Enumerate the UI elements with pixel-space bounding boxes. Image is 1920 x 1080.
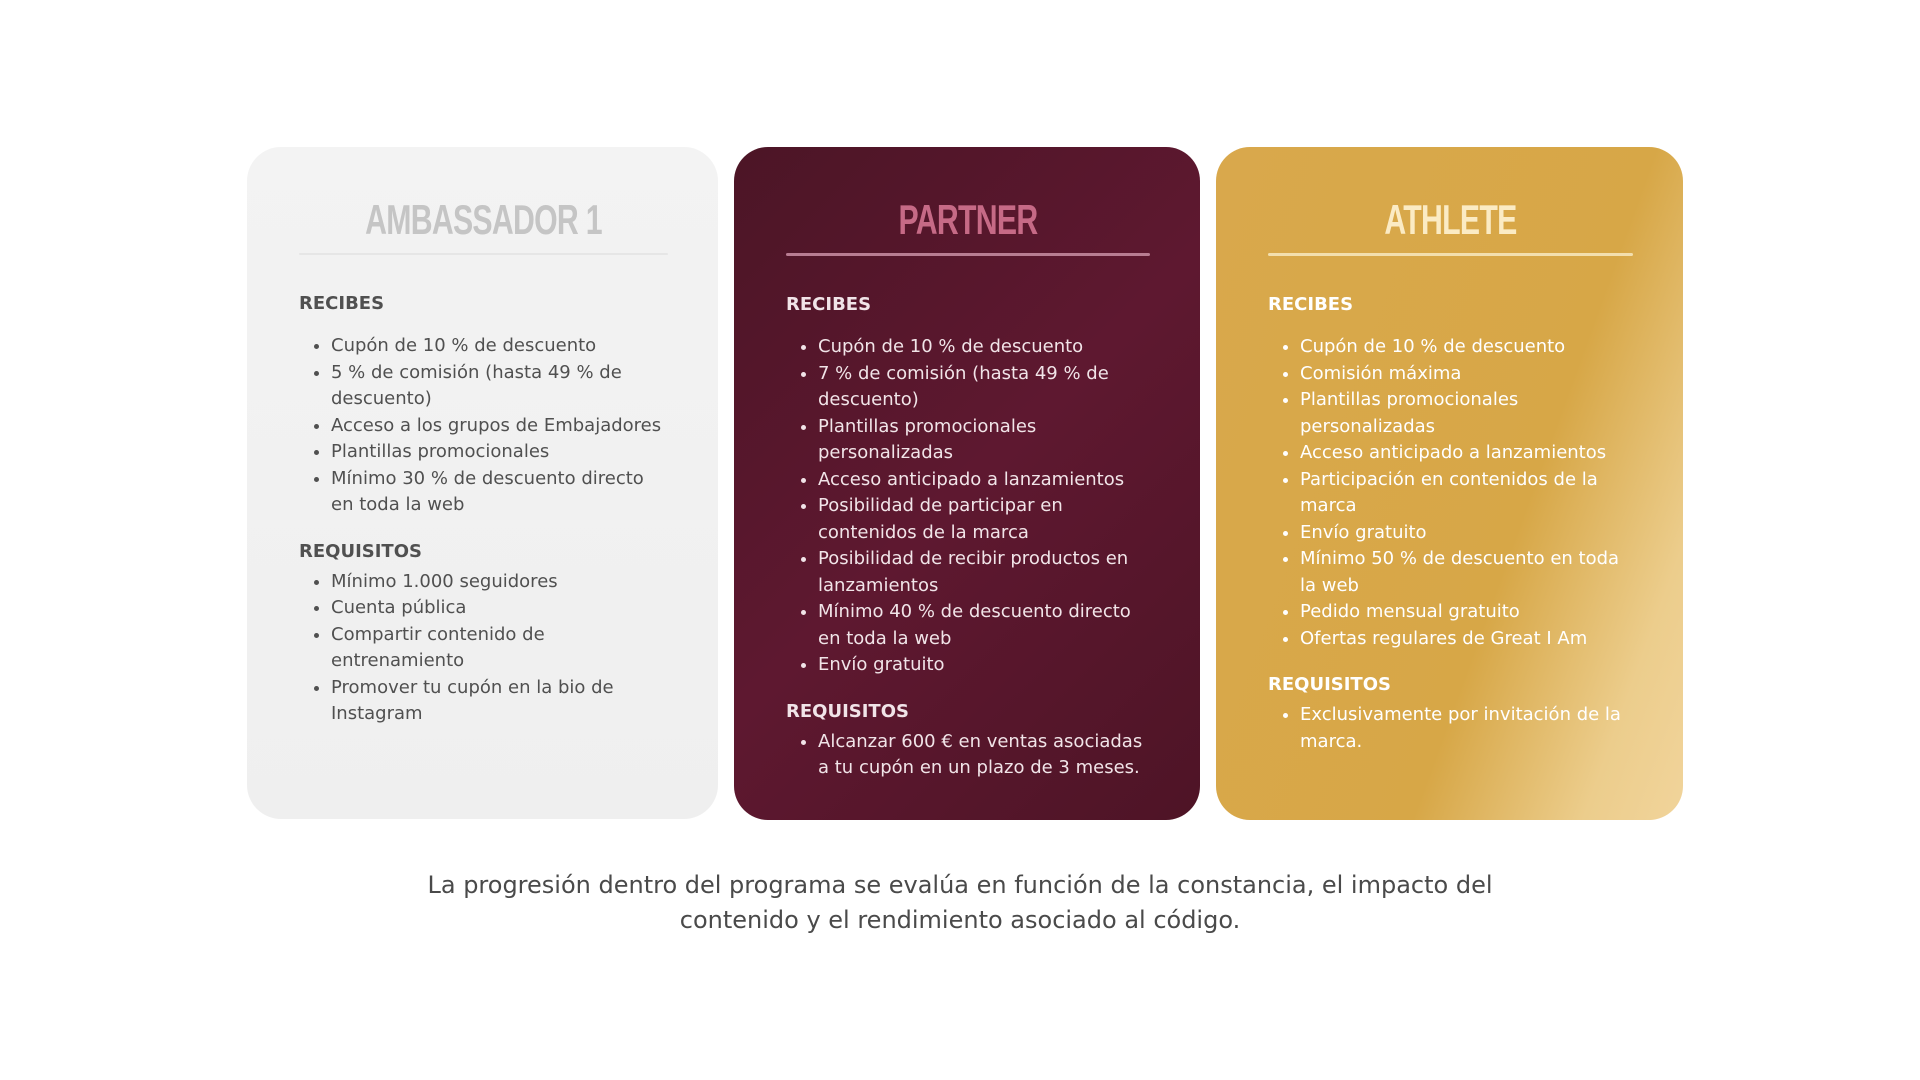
tier-title: PARTNER bbox=[898, 196, 1038, 243]
tier-title: ATHLETE bbox=[1384, 196, 1517, 243]
list-item: • Mínimo 30 % de descuento directo en toda la web bbox=[331, 466, 668, 519]
list-item: • Alcanzar 600 € en ventas asociadas a tu cupón en un plazo de 3 meses. bbox=[818, 729, 1150, 782]
program-progression-note: La progresión dentro del programa se evalúa en función de la constancia, el impacto del contenido y el rendimiento asociado al código. bbox=[427, 871, 1493, 934]
tier-card-ambassador bbox=[247, 147, 718, 819]
tier-card-athlete bbox=[1216, 147, 1683, 820]
list-item: • Acceso anticipado a lanzamientos bbox=[818, 467, 1150, 494]
list-item: • Pedido mensual gratuito bbox=[1300, 599, 1633, 626]
list-item: • Acceso anticipado a lanzamientos bbox=[1300, 440, 1633, 467]
list-item: • Mínimo 1.000 seguidores bbox=[331, 569, 668, 596]
list-item: • Acceso a los grupos de Embajadores bbox=[331, 413, 668, 440]
requirements-list bbox=[299, 569, 668, 728]
receives-label: RECIBES bbox=[299, 293, 385, 314]
list-item: • Mínimo 40 % de descuento directo en toda la web bbox=[818, 599, 1150, 652]
list-item: • Posibilidad de recibir productos en lanzamientos bbox=[818, 546, 1150, 599]
list-item: • Plantillas promocionales bbox=[331, 439, 668, 466]
list-item: • Posibilidad de participar en contenidos de la marca bbox=[818, 493, 1150, 546]
list-item: • Cupón de 10 % de descuento bbox=[1300, 334, 1633, 361]
receives-label: RECIBES bbox=[1268, 294, 1354, 315]
receives-list bbox=[786, 334, 1150, 679]
list-item: • Exclusivamente por invitación de la marca. bbox=[1300, 702, 1633, 755]
list-item: • Compartir contenido de entrenamiento bbox=[331, 622, 668, 675]
requirements-list bbox=[1268, 702, 1633, 755]
tier-title: AMBASSADOR 1 bbox=[365, 196, 602, 243]
list-item: • Cuenta pública bbox=[331, 595, 668, 622]
list-item: • Mínimo 50 % de descuento en toda la web bbox=[1300, 546, 1633, 599]
list-item: • Comisión máxima bbox=[1300, 361, 1633, 388]
requirements-list bbox=[786, 729, 1150, 782]
list-item: • 7 % de comisión (hasta 49 % de descuento) bbox=[818, 361, 1150, 414]
receives-list bbox=[1268, 334, 1633, 652]
list-item: • Envío gratuito bbox=[818, 652, 1150, 679]
list-item: • Plantillas promocionales personalizadas bbox=[818, 414, 1150, 467]
title-divider bbox=[1268, 253, 1633, 256]
receives-list bbox=[299, 333, 668, 519]
requirements-label: REQUISITOS bbox=[786, 700, 909, 722]
list-item: • Cupón de 10 % de descuento bbox=[331, 333, 668, 360]
list-item: • Ofertas regulares de Great I Am bbox=[1300, 626, 1633, 653]
list-item: • Participación en contenidos de la marca bbox=[1300, 467, 1633, 520]
tier-card-partner bbox=[734, 147, 1200, 820]
receives-label: RECIBES bbox=[786, 294, 872, 315]
title-divider bbox=[786, 253, 1150, 256]
title-divider bbox=[299, 253, 668, 255]
requirements-label: REQUISITOS bbox=[1268, 674, 1391, 695]
list-item: • Envío gratuito bbox=[1300, 520, 1633, 547]
requirements-label: REQUISITOS bbox=[299, 540, 422, 562]
list-item: • Promover tu cupón en la bio de Instagram bbox=[331, 675, 668, 728]
list-item: • Plantillas promocionales personalizadas bbox=[1300, 387, 1633, 440]
list-item: • 5 % de comisión (hasta 49 % de descuento) bbox=[331, 360, 668, 413]
list-item: • Cupón de 10 % de descuento bbox=[818, 334, 1150, 361]
